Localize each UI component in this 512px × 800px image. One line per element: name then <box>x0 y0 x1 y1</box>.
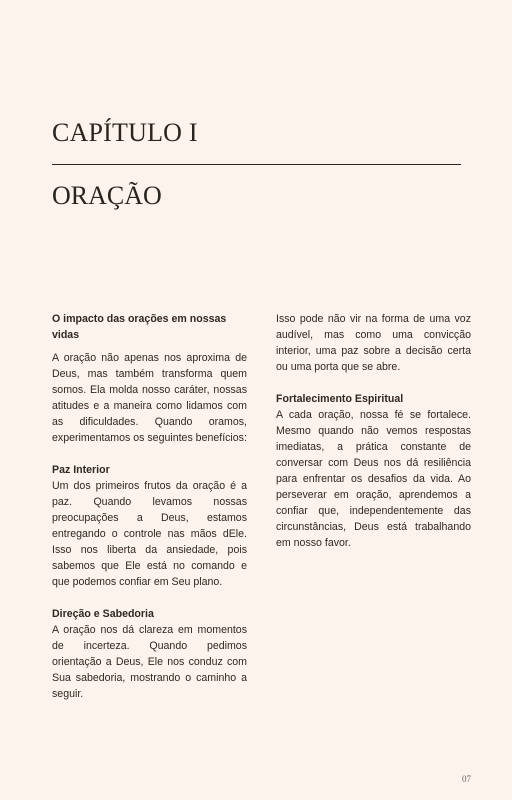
section-heading-strengthening: Fortalecimento Espiritual <box>276 393 404 405</box>
page-number: 07 <box>462 774 471 784</box>
section-body-direction: A oração nos dá clareza em momentos de incerteza. Quando pedimos orientação a Deus, Ele nos conduz com Sua sabedoria, mostrando o caminho a seguir. <box>52 624 247 700</box>
chapter-divider <box>52 164 461 165</box>
section-heading-peace: Paz Interior <box>52 464 110 476</box>
section-body-peace: Um dos primeiros frutos da oração é a paz. Quando levamos nossas preocupações a Deus, estamos entregando o controle nas mãos dEle. Isso nos liberta da ansiedade, pois sabemos que Ele está no comando e que podemos confiar em Seu plano. <box>52 480 247 588</box>
chapter-title: ORAÇÃO <box>52 181 162 210</box>
section-body-impact: A oração não apenas nos aproxima de Deus, mas também transforma quem somos. Ela molda nosso caráter, nossas atitudes e a maneira como lidamos com as dificuldades. Quando oramos, experimentamos os seguintes benefícios: <box>52 352 247 444</box>
right-column <box>276 311 471 551</box>
continuation-paragraph: Isso pode não vir na forma de uma voz audível, mas como uma convicção interior, uma paz sobre a decisão certa ou uma porta que se abre. <box>276 313 471 373</box>
chapter-label: CAPÍTULO I <box>52 118 198 147</box>
section-heading-impact: O impacto das orações em nossas vidas <box>52 313 227 341</box>
left-column <box>52 311 247 702</box>
section-body-strengthening: A cada oração, nossa fé se fortalece. Mesmo quando não vemos respostas imediatas, a prática constante de conversar com Deus nos dá resiliência para enfrentar os desafios da vida. Ao perseverar em oração, aprendemos a confiar que, independentemente das circunstâncias, Deus está trabalhando em nosso favor. <box>276 409 471 549</box>
section-heading-direction: Direção e Sabedoria <box>52 608 154 620</box>
